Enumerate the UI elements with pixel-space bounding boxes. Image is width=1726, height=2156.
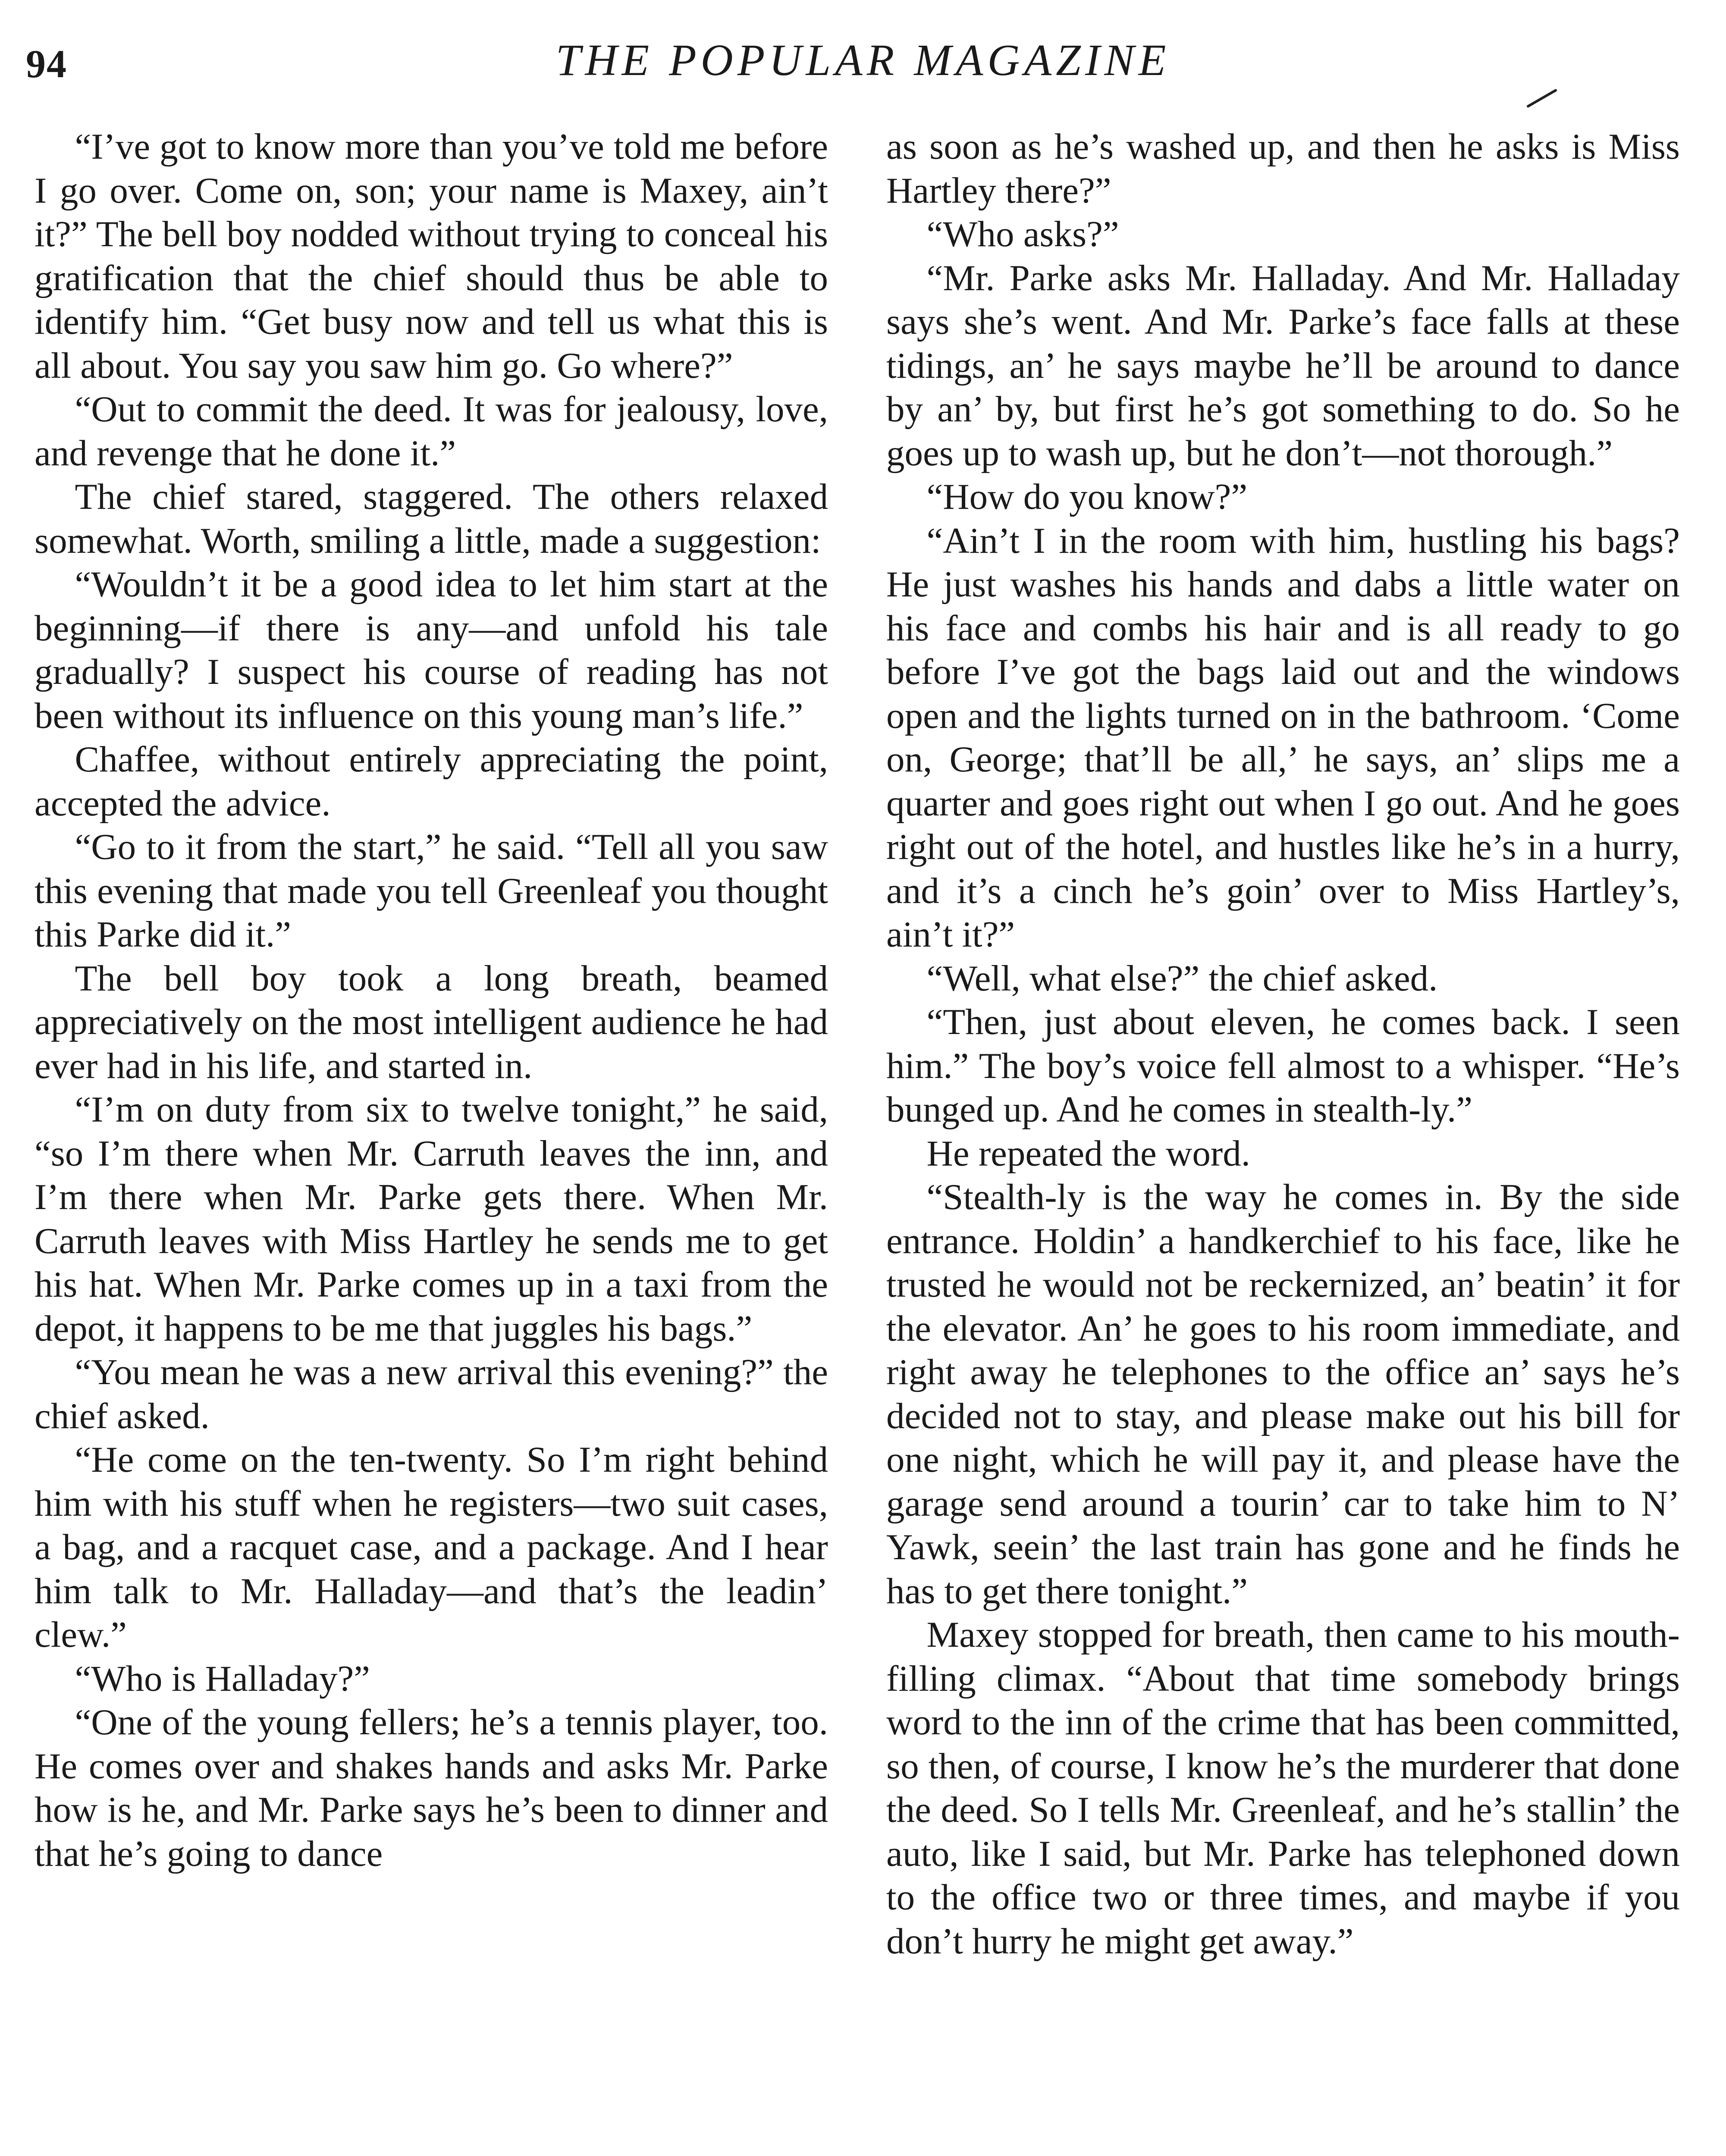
paragraph: He repeated the word. bbox=[926, 1133, 1250, 1174]
paragraph: “Then, just about eleven, he comes back. I seen him.” The boy’s voice fell almost to a whisper. “He’s bunged up. And he comes in stealth-ly.” bbox=[886, 1002, 1680, 1130]
paragraph: “Ain’t I in the room with him, hustling his bags? He just washes his hands and dabs a little water on his face and combs his hair and is all ready to go before I’ve got the bags laid out and the windows open and the lights turned on in the bathroom. ‘Come on, George; that’ll be all,’ he says, an’ slips me a quarter and goes right out when I go out. And he goes right out of the hotel, and hustles like he’s in a hurry, and it’s a cinch he’s goin’ over to Miss Hartley’s, ain’t it?” bbox=[886, 520, 1680, 955]
paragraph: “One of the young fellers; he’s a tennis player, too. He comes over and shakes hands and asks Mr. Parke how is he, and Mr. Parke says he’s been to dinner and that he’s going to dance bbox=[35, 1702, 828, 1874]
paragraph: “Mr. Parke asks Mr. Halladay. And Mr. Halladay says she’s went. And Mr. Parke’s face falls at these tidings, an’ he says maybe he’ll be around to dance by an’ by, but first he’s got something to do. So he goes up to wash up, but he don’t—not thorough.” bbox=[886, 257, 1680, 473]
paragraph: as soon as he’s washed up, and then he asks is Miss Hartley there?” bbox=[886, 126, 1680, 211]
paragraph: “You mean he was a new arrival this evening?” the chief asked. bbox=[35, 1352, 828, 1436]
page-number: 94 bbox=[26, 42, 67, 86]
paragraph: “I’m on duty from six to twelve tonight,” he said, “so I’m there when Mr. Carruth leaves the inn, and I’m there when Mr. Parke gets there. When Mr. Carruth leaves with Miss Hartley he sends me to get his hat. When Mr. Parke comes up in a taxi from the depot, it happens to be me that juggles his bags.” bbox=[35, 1089, 828, 1349]
paragraph: “He come on the ten-twenty. So I’m right behind him with his stuff when he registers—two suit cases, a bag, and a racquet case, and a package. And I hear him talk to Mr. Halladay—and that’s the leadin’ clew.” bbox=[35, 1439, 828, 1655]
paragraph: “Who is Halladay?” bbox=[75, 1658, 370, 1699]
paragraph: “Stealth-ly is the way he comes in. By the side entrance. Holdin’ a handkerchief to his face, like he trusted he would not be reckernized, an’ beatin’ it for the elevator. An’ he goes to his room immediate, and right away he telephones to the office an’ says he’s decided not to stay, and please make out his bill for one night, which he will pay it, and please have the garage send around a tourin’ car to take him to N’ Yawk, seein’ the last train has gone and he finds he has to get there tonight.” bbox=[886, 1177, 1680, 1611]
paragraph: “Out to commit the deed. It was for jealousy, love, and revenge that he done it.” bbox=[35, 389, 828, 473]
left-column bbox=[35, 125, 828, 1876]
paragraph: “How do you know?” bbox=[926, 476, 1248, 517]
paragraph: The bell boy took a long breath, beamed appreciatively on the most intelligent audience he had ever had in his life, and started in. bbox=[35, 958, 828, 1086]
paragraph: Maxey stopped for breath, then came to his mouth-filling climax. “About that time somebody brings word to the inn of the crime that has been committed, so then, of course, I know he’s the murderer that done the deed. So I tells Mr. Greenleaf, and he’s stallin’ the auto, like I said, but Mr. Parke has telephoned down to the office two or three times, and maybe if you don’t hurry he might get away.” bbox=[886, 1614, 1680, 1962]
paragraph: “I’ve got to know more than you’ve told me before I go over. Come on, son; your name is Maxey, ain’t it?” The bell boy nodded without trying to conceal his gratification that the chief should thus be able to identify him. “Get busy now and tell us what this is all about. You say you saw him go. Go where?” bbox=[35, 126, 828, 386]
running-head: THE POPULAR MAGAZINE bbox=[555, 35, 1171, 85]
paragraph: Chaffee, without entirely appreciating the point, accepted the advice. bbox=[35, 739, 828, 824]
paragraph: “Who asks?” bbox=[926, 214, 1119, 254]
paragraph: “Well, what else?” the chief asked. bbox=[926, 958, 1438, 999]
right-column bbox=[886, 125, 1680, 1963]
pen-mark bbox=[1526, 88, 1557, 108]
paragraph: “Go to it from the start,” he said. “Tell all you saw this evening that made you tell Greenleaf you thought this Parke did it.” bbox=[35, 827, 828, 955]
paragraph: The chief stared, staggered. The others relaxed somewhat. Worth, smiling a little, made a suggestion: bbox=[35, 476, 828, 561]
paragraph: “Wouldn’t it be a good idea to let him start at the beginning—if there is any—and unfold his tale gradually? I suspect his course of reading has not been without its influence on this young man’s life.” bbox=[35, 564, 828, 736]
